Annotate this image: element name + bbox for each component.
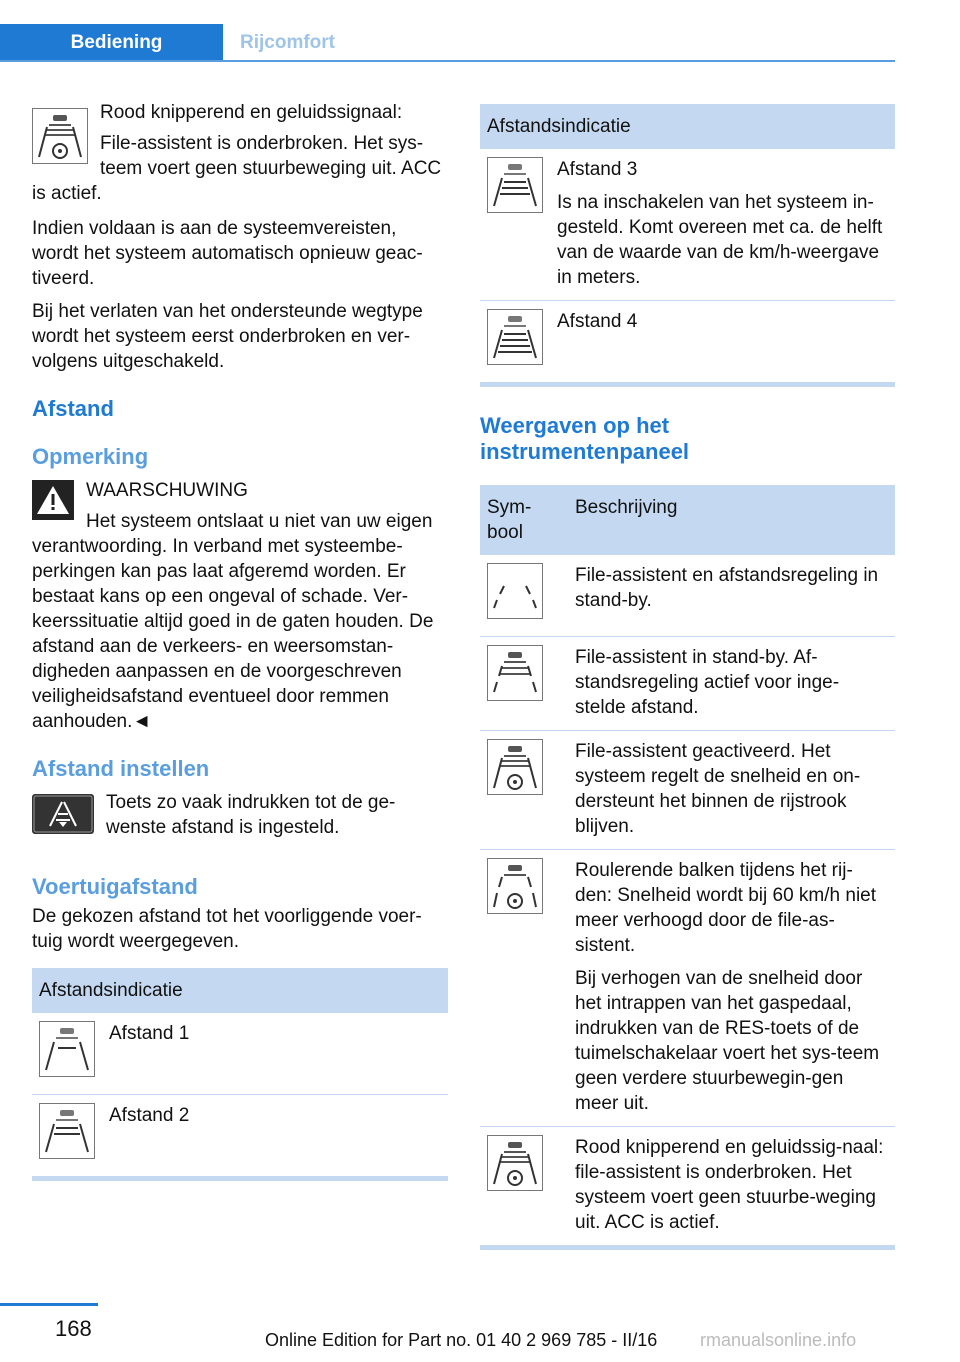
footer-accent-line [0,1303,98,1306]
table-row [32,1095,448,1177]
symbols-table [480,485,895,1245]
table-row [480,149,895,301]
lane-standby-icon [487,563,543,619]
tab-bediening[interactable]: Bediening [0,24,223,62]
watermark: rmanualsonline.info [700,1330,857,1350]
distance-button-icon [32,794,94,834]
table-cell-text: File-assistent geactiveerd. Het systeem regelt de snelheid en on-dersteunt het binnen de rijstrook blijven. [568,731,895,850]
heading-afstand: Afstand [32,396,114,421]
table-cell-title: Afstand 3 [557,159,638,180]
table-cell-text-2: Bij verhogen van de snelheid door het intrappen van het gaspedaal, indrukken van de RES-toets of de tuimelschakelaar voert het sys-teem geen verdere stuurbewegin-gen meer uit. [575,968,880,1114]
paragraph-reactivate: Indien voldaan is aan de systeemvereisten, wordt het systeem automatisch opnieuw geac-tiveerd. [32,218,423,289]
edition-text: Online Edition for Part no. 01 40 2 969 785 - II/16 [265,1330,658,1350]
table-cell-text: Afstand 1 [102,1013,448,1095]
distance-3-icon [487,157,543,213]
warning-text: Het systeem ontslaat u niet van uw eigen verantwoording. In verband met systeembe-perkingen kan pas laat afgeremd worden. Er bestaat kans op een ongeval of schade. Ver-keerssituatie altijd goed in de gaten houden. De afstand aan de verkeers- en weersomstan-digheden aanpassen en de voorgeschreven veiligheidsafstand eventueel door remmen aanhouden.◄ [32,511,434,732]
table-header: Afstandsindicatie [480,104,895,149]
intro-block [32,100,448,206]
lane-standby-acc-icon [487,645,543,701]
table-row [480,555,895,637]
table-row [480,1127,895,1246]
table-cell-title: Afstand 4 [557,311,638,332]
instellen-block [32,790,448,840]
intro-line1: Rood knipperend en geluidssignaal: [100,102,403,123]
table-end-bar [480,1245,895,1250]
table-end-bar [32,1176,448,1181]
table-cell-text: Afstand 2 [109,1105,190,1126]
heading-afstand-instellen: Afstand instellen [32,756,210,781]
table-cell-text: Is na inschakelen van het systeem in-gesteld. Komt overeen met ca. de helft van de waarde van de km/h-weergave in meters. [557,192,883,288]
table-cell-text: File-assistent en afstandsregeling in stand-by. [568,555,895,637]
table-row [480,301,895,383]
warning-title: WAARSCHUWING [86,480,248,501]
warning-triangle-icon [32,480,74,520]
lane-assist-active-icon [487,739,543,795]
lane-assist-rolling-icon [487,858,543,914]
distance-table-left [32,968,448,1176]
lane-assist-red-icon [487,1135,543,1191]
voertuig-text: De gekozen afstand tot het voorliggende voer-tuig wordt weergegeven. [32,906,422,952]
table-cell-text: File-assistent in stand-by. Af-standsregeling actief voor inge-stelde afstand. [568,637,895,731]
header-divider [0,60,895,62]
distance-1-icon [39,1021,95,1077]
table-row [480,850,895,1127]
distance-table-right [480,104,895,382]
table-row [480,731,895,850]
tab-rijcomfort[interactable]: Rijcomfort [240,32,335,53]
distance-4-icon [487,309,543,365]
heading-opmerking: Opmerking [32,444,149,469]
col-header-symbool: Sym-bool [480,485,568,555]
left-column [32,100,448,1181]
heading-voertuigafstand: Voertuigafstand [32,874,198,899]
right-column [480,104,895,1250]
table-cell-text: Roulerende balken tijdens het rij-den: Snelheid wordt bij 60 km/h niet meer verhoogd door de file-as-sistent. [575,860,877,956]
intro-line2: File-assistent is onderbroken. Het sys-teem voert geen stuurbeweging uit. ACC is actief. [32,133,442,204]
distance-2-icon [39,1103,95,1159]
table-row [480,637,895,731]
table-row [32,1013,448,1095]
page-number: 168 [55,1316,92,1341]
col-header-beschrijving: Beschrijving [568,485,895,555]
lane-assist-red-icon [32,108,88,164]
instellen-text: Toets zo vaak indrukken tot de ge-wenste afstand is ingesteld. [106,792,396,838]
paragraph-leave-road: Bij het verlaten van het ondersteunde wegtype wordt het systeem eerst onderbroken en ver-volgens uitgeschakeld. [32,301,423,372]
heading-weergaven: Weergaven op het instrumentenpaneel [480,413,690,464]
warning-block [32,478,448,734]
table-cell-text: Rood knipperend en geluidssig-naal: file-assistent is onderbroken. Het systeem voert geen stuurbe-weging uit. ACC is actief. [575,1137,884,1233]
chapter-header [0,0,960,62]
table-header: Afstandsindicatie [32,968,448,1013]
table-end-bar [480,382,895,387]
